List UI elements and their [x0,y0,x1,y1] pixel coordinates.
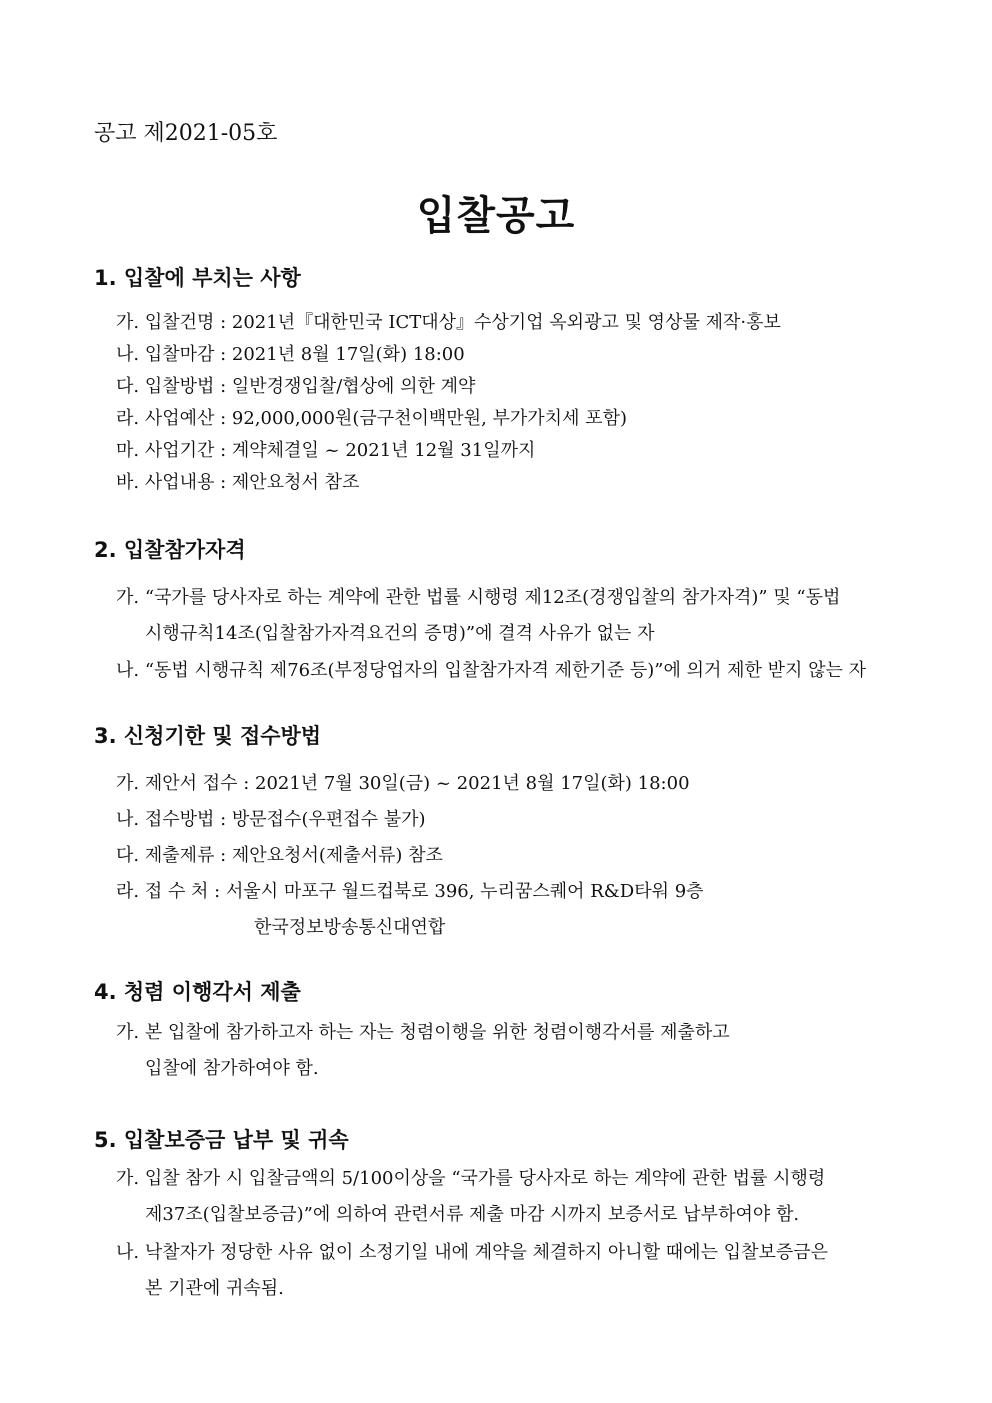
page-title: 입찰공고 [416,193,576,239]
section-4-heading: 4. 청렴 이행각서 제출 [94,980,301,1004]
section-1-item-ra: 라. 사업예산 : 92,000,000원(금구천이백만원, 부가가치세 포함) [116,408,627,429]
section-5-item-ga: 가. 입찰 참가 시 입찰금액의 5/100이상을 “국가를 당사자로 하는 계약에 관한 법률 시행령 [116,1168,826,1189]
section-1-item-ma: 마. 사업기간 : 계약체결일 ~ 2021년 12월 31일까지 [116,440,536,461]
section-1-item-na: 나. 입찰마감 : 2021년 8월 17일(화) 18:00 [116,344,465,365]
section-1-item-ba: 바. 사업내용 : 제안요청서 참조 [116,472,360,493]
section-5-item-ga-cont: 제37조(입찰보증금)”에 의하여 관련서류 제출 마감 시까지 보증서로 납부하여야 함. [145,1204,800,1225]
section-2-heading: 2. 입찰참가자격 [94,538,246,562]
section-1-item-da: 다. 입찰방법 : 일반경쟁입찰/협상에 의한 계약 [116,376,476,397]
section-4-item-ga: 가. 본 입찰에 참가하고자 하는 자는 청렴이행을 위한 청렴이행각서를 제출하고 [116,1022,730,1043]
section-3-item-ra-cont: 한국정보방송통신대연합 [254,917,446,938]
section-1-heading: 1. 입찰에 부치는 사항 [94,266,301,290]
section-2-item-na: 나. “동법 시행규칙 제76조(부정당업자의 입찰참가자격 제한기준 등)”에 의거 제한 받지 않는 자 [116,660,866,681]
section-3-item-da: 다. 제출제류 : 제안요청서(제출서류) 참조 [116,845,443,866]
section-5-heading: 5. 입찰보증금 납부 및 귀속 [94,1128,349,1152]
section-2-item-ga: 가. “국가를 당사자로 하는 계약에 관한 법률 시행령 제12조(경쟁입찰의 참가자격)” 및 “동법 [116,587,841,608]
section-5-item-na-cont: 본 기관에 귀속됨. [145,1278,284,1299]
section-4-item-ga-cont: 입찰에 참가하여야 함. [145,1058,319,1079]
section-3-heading: 3. 신청기한 및 접수방법 [94,724,322,748]
notice-number: 공고 제2021-05호 [94,121,278,146]
section-3-item-ga: 가. 제안서 접수 : 2021년 7월 30일(금) ~ 2021년 8월 17일(화) 18:00 [116,773,690,794]
section-1-item-ga: 가. 입찰건명 : 2021년『대한민국 ICT대상』수상기업 옥외광고 및 영상물 제작·홍보 [116,312,781,333]
section-3-item-ra: 라. 접 수 처 : 서울시 마포구 월드컵북로 396, 누리꿈스퀘어 R&D타워 9층 [116,881,704,902]
section-3-item-na: 나. 접수방법 : 방문접수(우편접수 불가) [116,809,426,830]
section-2-item-ga-cont: 시행규칙14조(입찰참가자격요건의 증명)”에 결격 사유가 없는 자 [145,623,655,644]
section-5-item-na: 나. 낙찰자가 정당한 사유 없이 소정기일 내에 계약을 체결하지 아니할 때에는 입찰보증금은 [116,1242,829,1263]
